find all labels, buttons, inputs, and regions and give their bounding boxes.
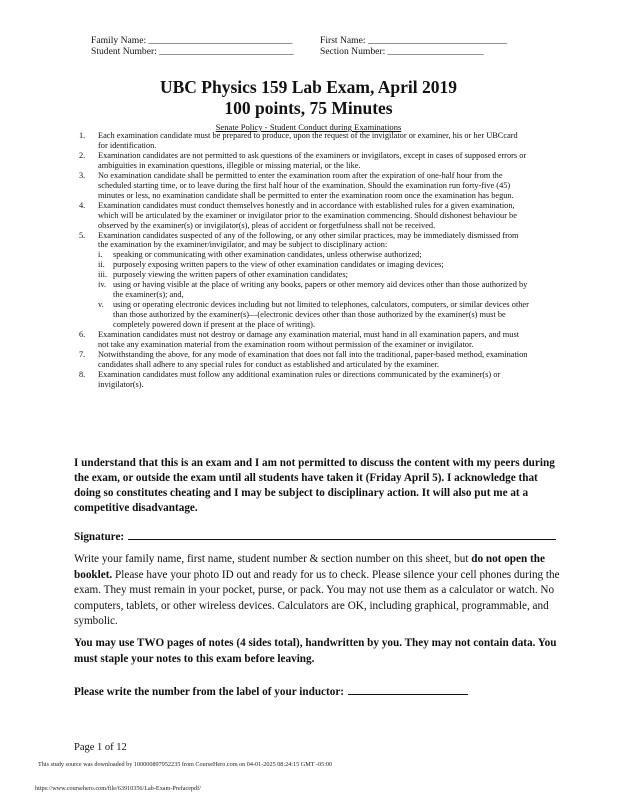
policy-item-text: Examination candidates must follow any additional examination rules or directions communicated by the examiner(s) or invigilator(s). [98, 369, 501, 389]
policy-item-number: 5. [79, 230, 86, 240]
policy-item-text: Each examination candidate must be prepared to produce, upon the request of the invigilator or examiner, his or her UBCcard for identification. [98, 131, 518, 150]
policy-item [79, 131, 529, 151]
policy-item [79, 350, 529, 370]
first-name-field: First Name: _____________________________ [320, 35, 508, 46]
header-row-numbers [91, 46, 484, 57]
exam-title: UBC Physics 159 Lab Exam, April 2019 [159, 77, 458, 97]
inductor-label: Please write the number from the label of your inductor: [74, 686, 345, 698]
policy-item-number: 8. [79, 369, 86, 379]
notes-rule: You may use TWO pages of notes (4 sides total), handwritten by you. They may not contain data. You must staple your notes to this exam before leaving. [74, 637, 557, 665]
policy-item [79, 370, 529, 390]
policy-subitem-text: using or operating electronic devices including but not limited to telephones, calculators, computers, or similar devices other than those authorized by the examiner(s)—(electronic devices other than those authorized by the examiner(s) must be completely powered down if present at the place of writing). [113, 300, 529, 330]
policy-subitem [98, 270, 529, 280]
policy-subitem-text: using or having visible at the place of writing any books, papers or other memory aid devices other than those authorized by the examiner(s); and, [113, 280, 528, 300]
policy-item-number: 4. [79, 200, 86, 210]
policy-item-number: 2. [79, 150, 86, 160]
acknowledgement-statement: I understand that this is an exam and I am not permitted to discuss the content with my peers during the exam, or outside the exam until all students have taken it (Friday April 5). I acknowledge that doing so constitutes cheating and I may be subject to disciplinary action. It will also put me at a competitive disadvantage. [74, 457, 555, 514]
policy-subitem [98, 250, 529, 260]
policy-subitem-text: purposely viewing the written papers of other examination candidates; [113, 270, 348, 280]
policy-subitem-text: speaking or communicating with other examination candidates, unless otherwise authorized; [113, 250, 422, 260]
instructions-text-1: Write your family name, first name, student number & section number on this sheet, but [74, 553, 472, 565]
family-name-field: Family Name: ______________________________ [91, 35, 293, 46]
senate-policy-heading: Senate Policy - Student Conduct during Examinations [215, 122, 402, 132]
policy-item-text: No examination candidate shall be permitted to enter the examination room after the expiration of one-half hour from the scheduled starting time, or to leave during the first half hour of the examination. Should the examination run forty-five (45) minutes or less, no examination candidate shall be permitted to enter the examination room once the examination has begun. [98, 170, 514, 200]
policy-subitem-number: ii. [98, 260, 105, 270]
policy-item [79, 201, 529, 231]
policy-subitem [98, 300, 529, 330]
policy-item [79, 231, 529, 251]
policy-item-text: Examination candidates must conduct themselves honestly and in accordance with established rules for a given examination, which will be articulated by the examiner or invigilator prior to the examination commencing. Should dishonest behaviour be observed by the examiner(s) or invigilator(s), pleas of accident or forgetfulness shall not be received. [98, 200, 517, 230]
policy-subitem-text: purposely exposing written papers to the view of other examination candidates or imaging devices; [113, 260, 444, 270]
policy-subitem-number: iii. [98, 270, 108, 280]
policy-item [79, 330, 529, 350]
policy-item-number: 7. [79, 349, 86, 359]
instructions-text-2: Please have your photo ID out and ready for us to check. Please silence your cell phones during the exam. They must remain in your pocket, purse, or pack. You may not use them as a calculator or watch. No computers, tablets, or other wireless devices. Calculators are OK, including graphical, programmable, and symbolic. [74, 568, 560, 627]
exam-instructions [74, 552, 566, 630]
policy-item-text: Examination candidates must not destroy or damage any examination material, must hand in all examination papers, and must not take any examination material from the examination room without permission of the examiner or invigilator. [98, 330, 520, 350]
inductor-input-line[interactable] [348, 684, 468, 695]
section-number-field: Section Number: ____________________ [320, 46, 484, 57]
signature-label: Signature: [74, 531, 125, 543]
policy-item [79, 151, 529, 171]
policy-item-text: Examination candidates suspected of any of the following, or any other similar practices, may be immediately dismissed from the examination by the examiner/invigilator, and may be subject to disciplinary action: [98, 230, 519, 250]
policy-item-text: Notwithstanding the above, for any mode of examination that does not fall into the traditional, paper-based method, examination candidates shall adhere to any special rules for conduct as established and articulated by the examiner. [98, 349, 528, 369]
policy-item [79, 171, 529, 201]
policy-item-text: Examination candidates are not permitted to ask questions of the examiners or invigilators, except in cases of supposed errors or ambiguities in examination questions, illegible or missing material, or the like. [98, 150, 527, 170]
signature-row [74, 529, 556, 543]
policy-item-number: 6. [79, 330, 86, 340]
policy-list [79, 131, 529, 390]
source-url[interactable]: https://www.coursehero.com/file/63910356/Lab-Exam-Prefacepdf/ [35, 785, 201, 792]
signature-input-line[interactable] [128, 529, 556, 540]
instructions-bold: do not open the booklet. [74, 553, 545, 581]
policy-subitem-number: i. [98, 250, 103, 260]
header-row-names [91, 35, 507, 46]
student-number-field: Student Number: ____________________________ [91, 46, 294, 57]
policy-subitem-number: v. [98, 300, 104, 310]
download-source-notice: This study source was downloaded by 100000897952235 from CourseHero.com on 04-01-2025 08:24:15 GMT -05:00 [38, 761, 333, 768]
policy-item-number: 3. [79, 170, 86, 180]
policy-subitem [98, 280, 529, 300]
policy-subitem [98, 260, 529, 270]
policy-item-number: 1. [79, 131, 86, 140]
policy-subitem-number: iv. [98, 280, 107, 290]
exam-subtitle: 100 points, 75 Minutes [224, 98, 393, 118]
page-number: Page 1 of 12 [74, 742, 127, 753]
inductor-row [74, 684, 468, 698]
